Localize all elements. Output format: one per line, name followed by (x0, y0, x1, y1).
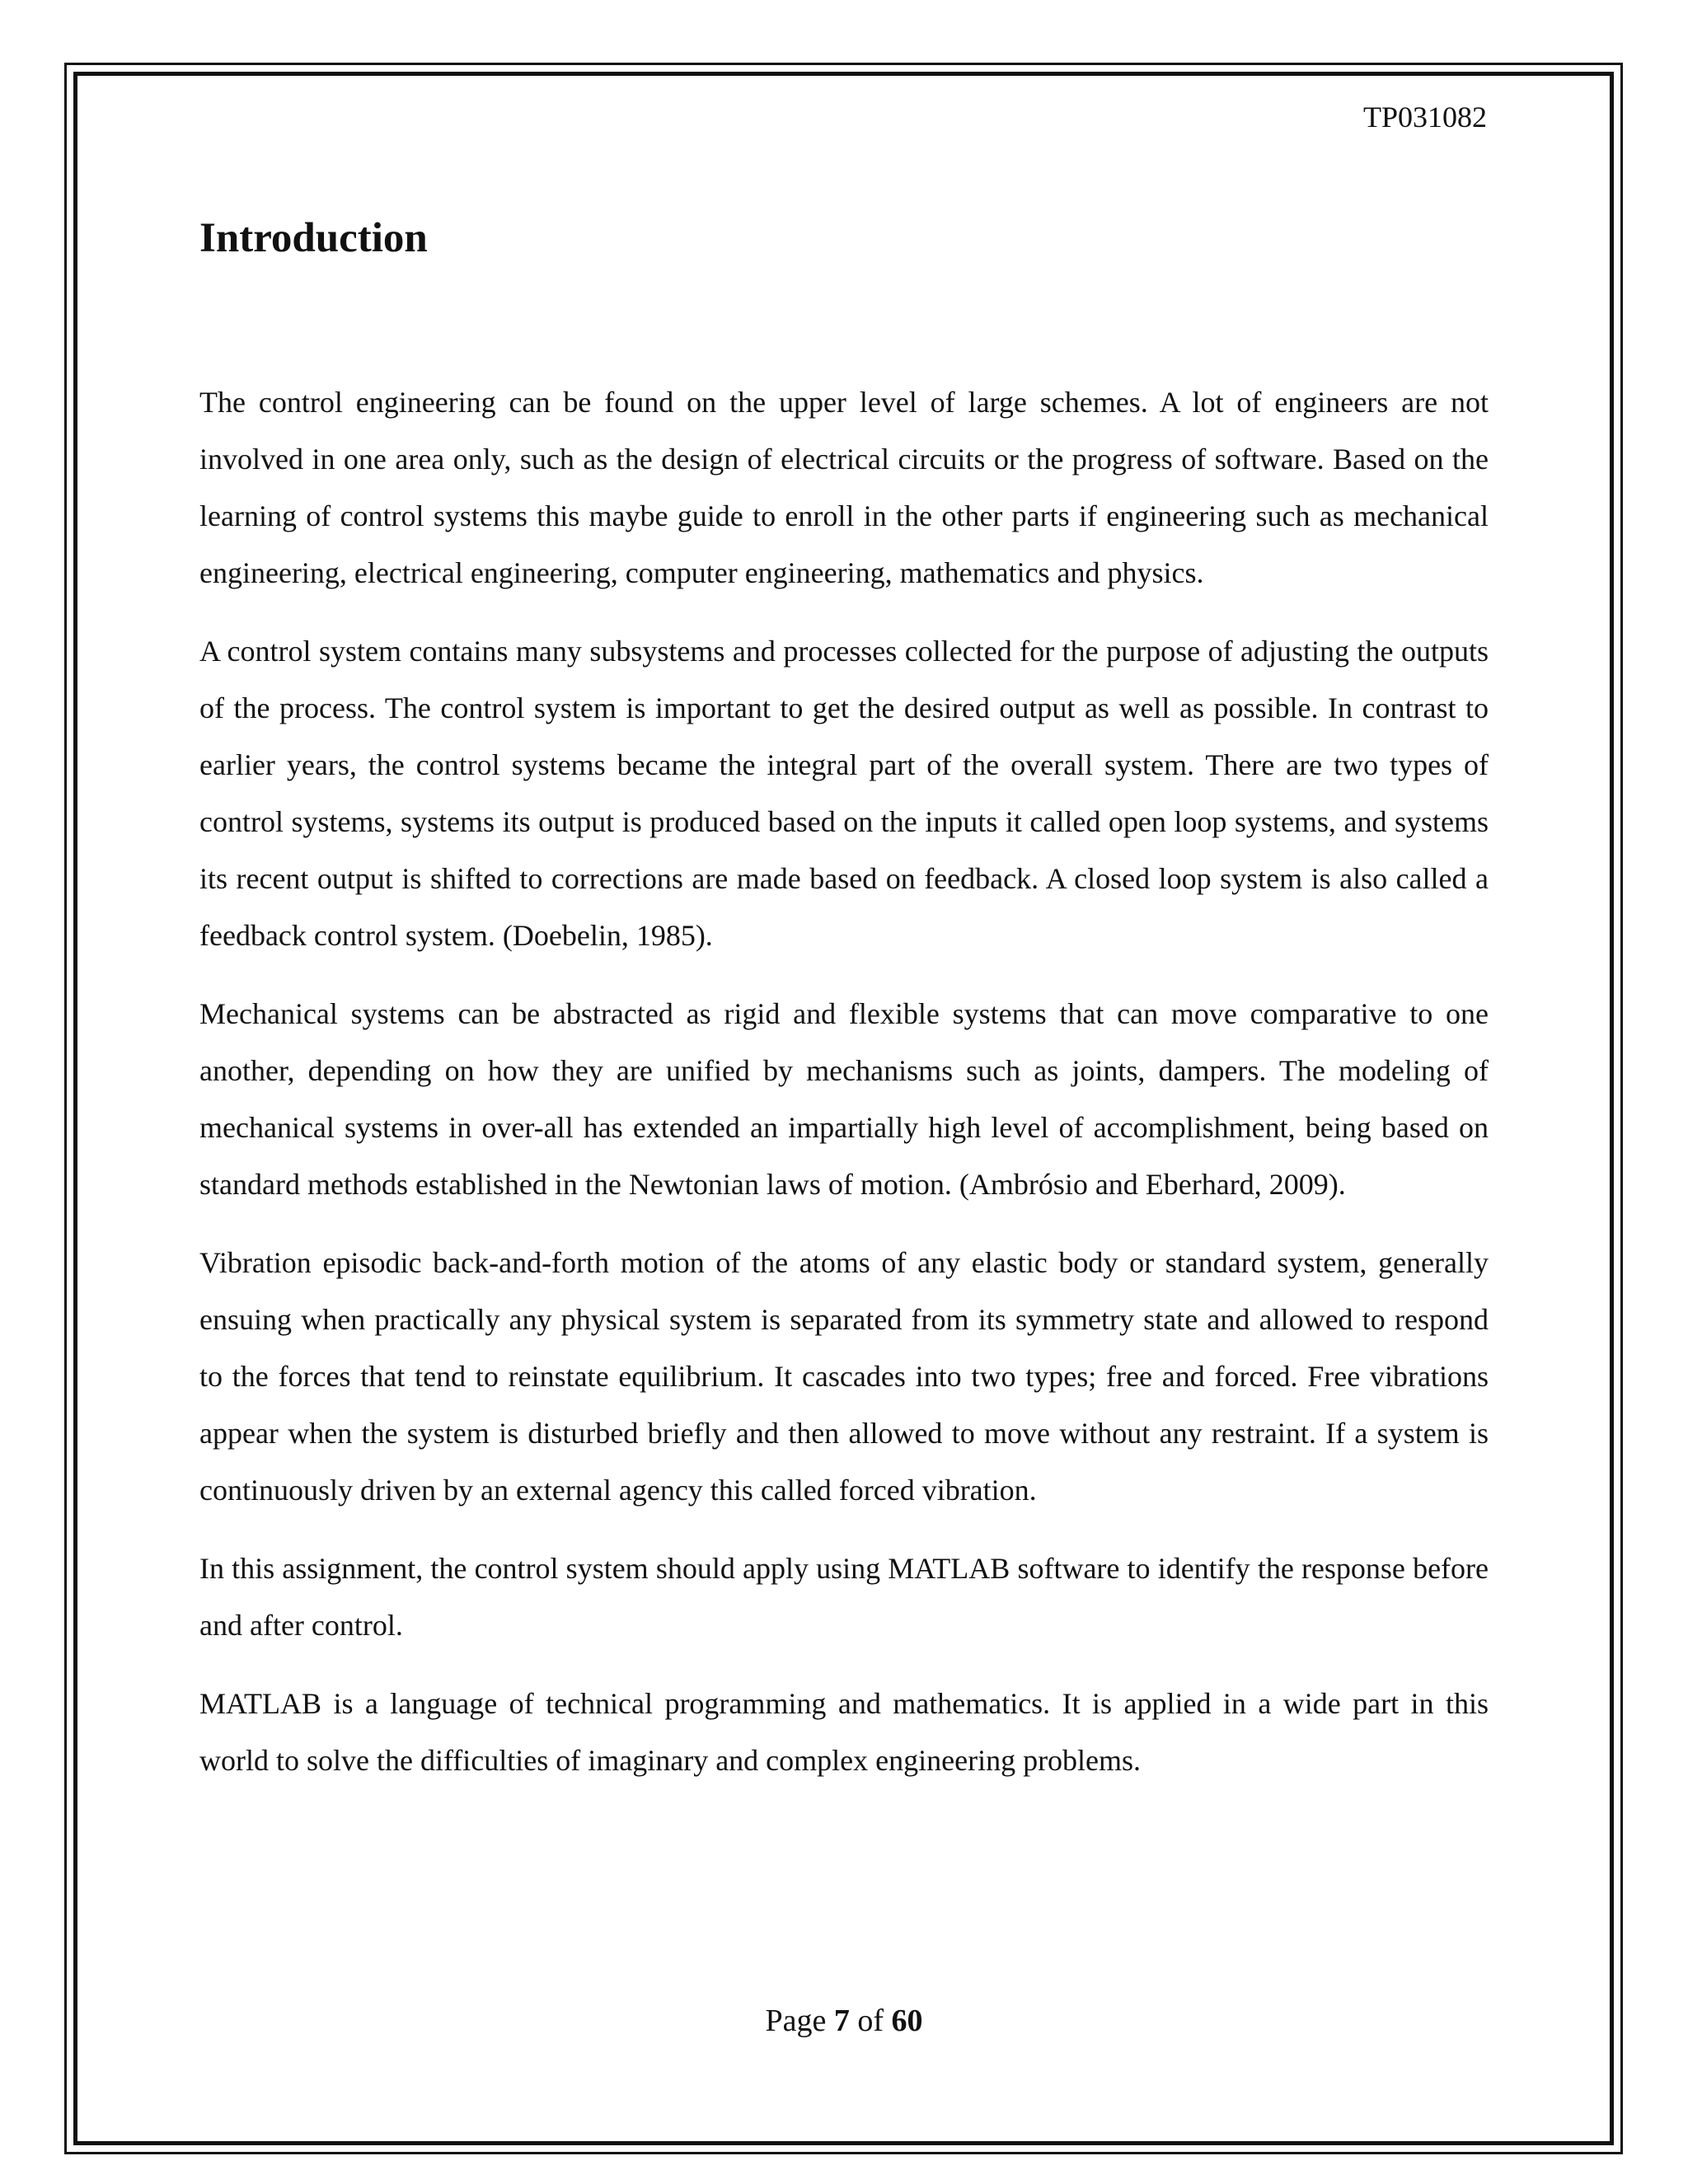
total-pages-number: 60 (891, 2004, 923, 2038)
paragraph-matlab: MATLAB is a language of technical programming and mathematics. It is applied in a wide part in this world to solve the difficulties of imaginary and complex engineering problems. (199, 1687, 1489, 1777)
body-text (199, 374, 1489, 1811)
page-number-footer (0, 2000, 1688, 2041)
current-page-number: 7 (833, 2004, 850, 2038)
paragraph-vibration: Vibration episodic back-and-forth motion of the atoms of any elastic body or standard system, generally ensuing when practically any physical system is separated from its symmetry state and allowed to respond to the forces that tend to reinstate equilibrium. It cascades into two types; free and forced. Free vibrations appear when the system is disturbed briefly and then allowed to move without any restraint. If a system is continuously driven by an external agency this called forced vibration. (199, 1246, 1489, 1507)
paragraph-control-system: A control system contains many subsystems and processes collected for the purpose of adjusting the outputs of the process. The control system is important to get the desired output as well as possible. In contrast to earlier years, the control systems became the integral part of the overall system. There are two types of control systems, systems its output is produced based on the inputs it called open loop systems, and systems its recent output is shifted to corrections are made based on feedback. A closed loop system is also called a feedback control system. (Doebelin, 1985). (199, 635, 1489, 952)
of-word: of (857, 2004, 884, 2038)
paragraph-assignment: In this assignment, the control system should apply using MATLAB software to identify the response before and after control. (199, 1552, 1489, 1642)
document-id: TP031082 (1362, 101, 1487, 134)
page-title: Introduction (199, 215, 428, 261)
paragraph-control-engineering: The control engineering can be found on the upper level of large schemes. A lot of engineers are not involved in one area only, such as the design of electrical circuits or the progress of software. Based on the learning of control systems this maybe guide to enroll in the other parts if engineering such as mechanical engineering, electrical engineering, computer engineering, mathematics and physics. (199, 386, 1489, 589)
paragraph-mechanical-systems: Mechanical systems can be abstracted as rigid and flexible systems that can move comparative to one another, depending on how they are unified by mechanisms such as joints, dampers. The modeling of mechanical systems in over-all has extended an impartially high level of accomplishment, being based on standard methods established in the Newtonian laws of motion. (Ambrósio and Eberhard, 2009). (199, 997, 1489, 1201)
page-word: Page (765, 2004, 827, 2038)
